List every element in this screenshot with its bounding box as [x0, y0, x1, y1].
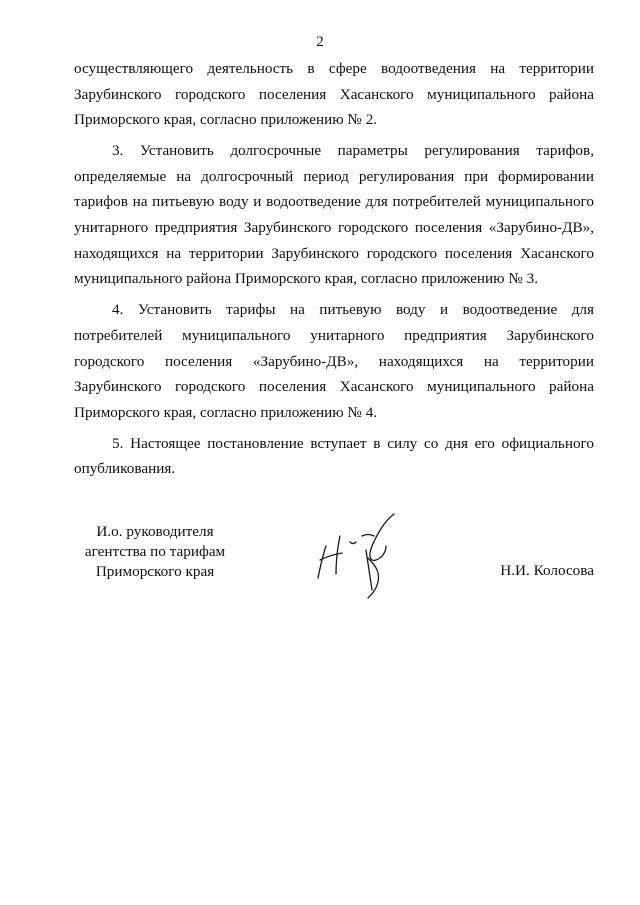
page-number: 2 — [316, 34, 324, 50]
signatory-position-line-3: Приморского края — [95, 563, 215, 580]
signatory-position — [70, 522, 240, 582]
signatory-name: Н.И. Колосова — [500, 562, 594, 579]
signature-block — [70, 522, 594, 622]
paragraph-3: 3. Установить долгосрочные параметры регулирования тарифов, определяемые на долгосрочный период регулирования при формировании тарифов на питьевую воду и водоотведение для потребителей муниципального унитарного предприятия Зарубинского городского поселения «Зарубино-ДВ», находящихся на территории Зарубинского городского поселения Хасанского муниципального района Приморского края, согласно приложению № 3. — [74, 142, 594, 288]
document-body — [74, 56, 594, 488]
paragraph-5: 5. Настоящее постановление вступает в силу со дня его официального опубликования. — [74, 434, 594, 478]
signatory-position-line-2: агентства по тарифам — [84, 543, 226, 560]
signatory-position-line-1: И.о. руководителя — [96, 523, 214, 540]
handwritten-signature — [306, 506, 416, 606]
paragraph-1-continuation: осуществляющего деятельность в сфере водоотведения на территории Зарубинского городского поселения Хасанского муниципального района Приморского края, согласно приложению № 2. — [74, 60, 594, 129]
paragraph-4: 4. Установить тарифы на питьевую воду и водоотведение для потребителей муниципального унитарного предприятия Зарубинского городского поселения «Зарубино-ДВ», находящихся на территории Зарубинского городского поселения Хасанского муниципального района Приморского края, согласно приложению № 4. — [74, 301, 594, 421]
